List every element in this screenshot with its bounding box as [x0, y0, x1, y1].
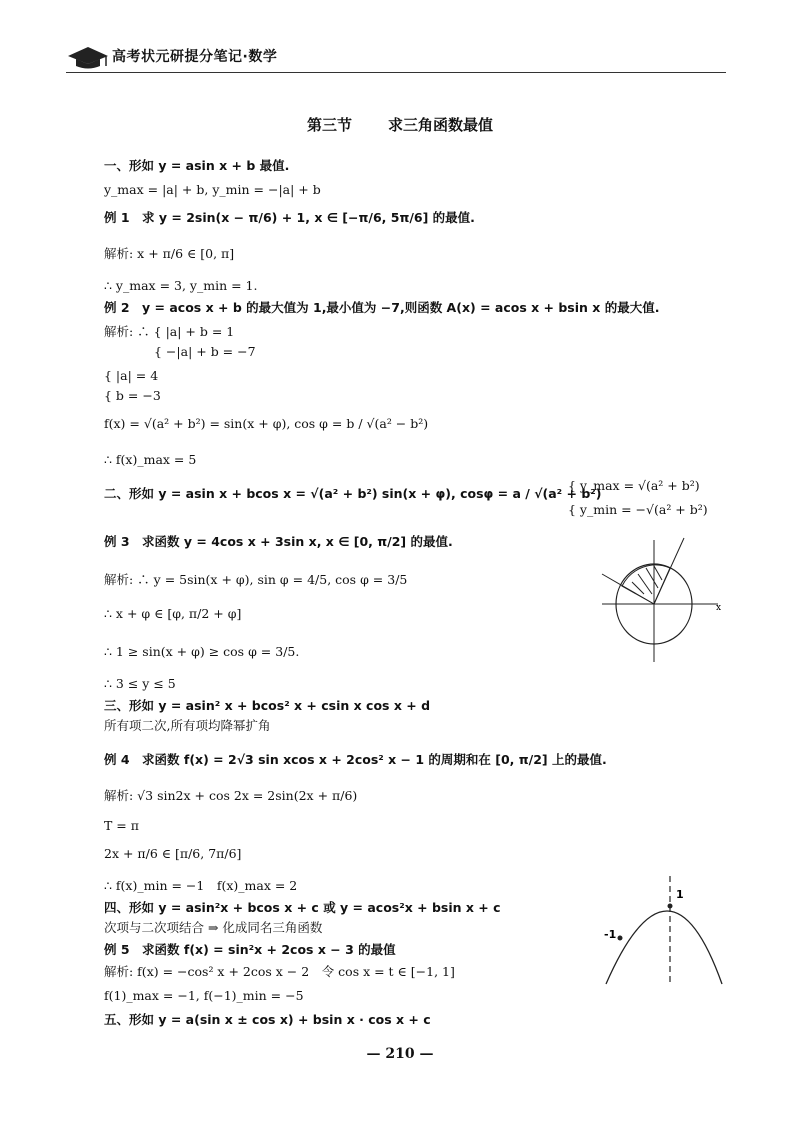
text-line: f(x) = √(a² + b²) = sin(x + φ), cos φ = b / √(a² − b²) — [104, 416, 429, 431]
graduation-cap-icon — [66, 44, 110, 70]
heading-type-5: 五、形如 y = a(sin x ± cos x) + bsin x · cos x + c — [104, 1012, 431, 1027]
text-line: ∴ 1 ≥ sin(x + φ) ≥ cos φ = 3/5. — [104, 644, 300, 659]
page-number: — 210 — — [366, 1046, 434, 1062]
text-line: { |a| = 4 — [104, 368, 159, 383]
text-line: ∴ f(x)_min = −1 f(x)_max = 2 — [104, 878, 298, 893]
text-line: y_max = |a| + b, y_min = −|a| + b — [104, 182, 321, 197]
example-4: 例 4 求函数 f(x) = 2√3 sin xcos x + 2cos² x − 1 的周期和在 [0, π/2] 上的最值. — [104, 752, 607, 767]
parabola-figure — [598, 872, 728, 992]
text-line: T = π — [104, 818, 139, 833]
text-line: ∴ x + φ ∈ [φ, π/2 + φ] — [104, 606, 242, 621]
text-line: ∴ y_max = 3, y_min = 1. — [104, 278, 258, 293]
text-line: 解析: x + π/6 ∈ [0, π] — [104, 246, 235, 261]
text-line: 解析: ∴ y = 5sin(x + φ), sin φ = 4/5, cos φ = 3/5 — [104, 572, 408, 587]
shaded-sector — [622, 565, 670, 604]
text-line: { y_min = −√(a² + b²) — [568, 502, 708, 517]
text-line: 次项与二次项结合 ⇒ 化成同名三角函数 — [104, 920, 323, 935]
text-line: ∴ f(x)_max = 5 — [104, 452, 197, 467]
parabola-curve — [606, 911, 722, 984]
heading-type-3: 三、形如 y = asin² x + bcos² x + csin x cos x + d — [104, 698, 431, 713]
example-3: 例 3 求函数 y = 4cos x + 3sin x, x ∈ [0, π/2] 的最值. — [104, 534, 453, 549]
x-axis-label: x — [716, 603, 722, 613]
left-point — [618, 936, 623, 941]
text-line: { −|a| + b = −7 — [104, 344, 256, 359]
text-line: 解析: ∴ { |a| + b = 1 — [104, 324, 235, 339]
heading-type-4: 四、形如 y = asin²x + bcos x + c 或 y = acos²x + bsin x + c — [104, 900, 501, 915]
header-rule — [66, 72, 726, 73]
example-1: 例 1 求 y = 2sin(x − π/6) + 1, x ∈ [−π/6, 5π/6] 的最值. — [104, 210, 475, 225]
example-2: 例 2 y = acos x + b 的最大值为 1,最小值为 −7,则函数 A(x) = acos x + bsin x 的最大值. — [104, 300, 660, 315]
heading-type-2: 二、形如 y = asin x + bcos x = √(a² + b²) sin(x + φ), cosφ = a / √(a² + b²) — [104, 486, 602, 501]
example-5: 例 5 求函数 f(x) = sin²x + 2cos x − 3 的最值 — [104, 942, 396, 957]
vertex-point — [668, 904, 673, 909]
section-title — [0, 114, 800, 135]
text-line: 2x + π/6 ∈ [π/6, 7π/6] — [104, 846, 242, 861]
vertex-label: 1 — [676, 888, 684, 901]
text-line: 解析: √3 sin2x + cos 2x = 2sin(2x + π/6) — [104, 788, 358, 803]
heading-type-1: 一、形如 y = asin x + b 最值. — [104, 158, 290, 173]
text-line: 所有项二次,所有项均降幂扩角 — [104, 718, 271, 733]
section-number: 第三节 — [306, 116, 352, 134]
section-name: 求三角函数最值 — [388, 116, 494, 134]
page-header — [66, 40, 726, 76]
text-line: { y_max = √(a² + b²) — [568, 478, 700, 493]
text-line: 解析: f(x) = −cos² x + 2cos x − 2 令 cos x = t ∈ [−1, 1] — [104, 964, 455, 979]
header-title: 高考状元研提分笔记·数学 — [112, 49, 278, 65]
text-line: f(1)_max = −1, f(−1)_min = −5 — [104, 988, 304, 1003]
text-line: { b = −3 — [104, 388, 161, 403]
unit-circle-figure — [592, 536, 730, 666]
left-point-label: -1 — [604, 928, 617, 941]
text-line: ∴ 3 ≤ y ≤ 5 — [104, 676, 176, 691]
